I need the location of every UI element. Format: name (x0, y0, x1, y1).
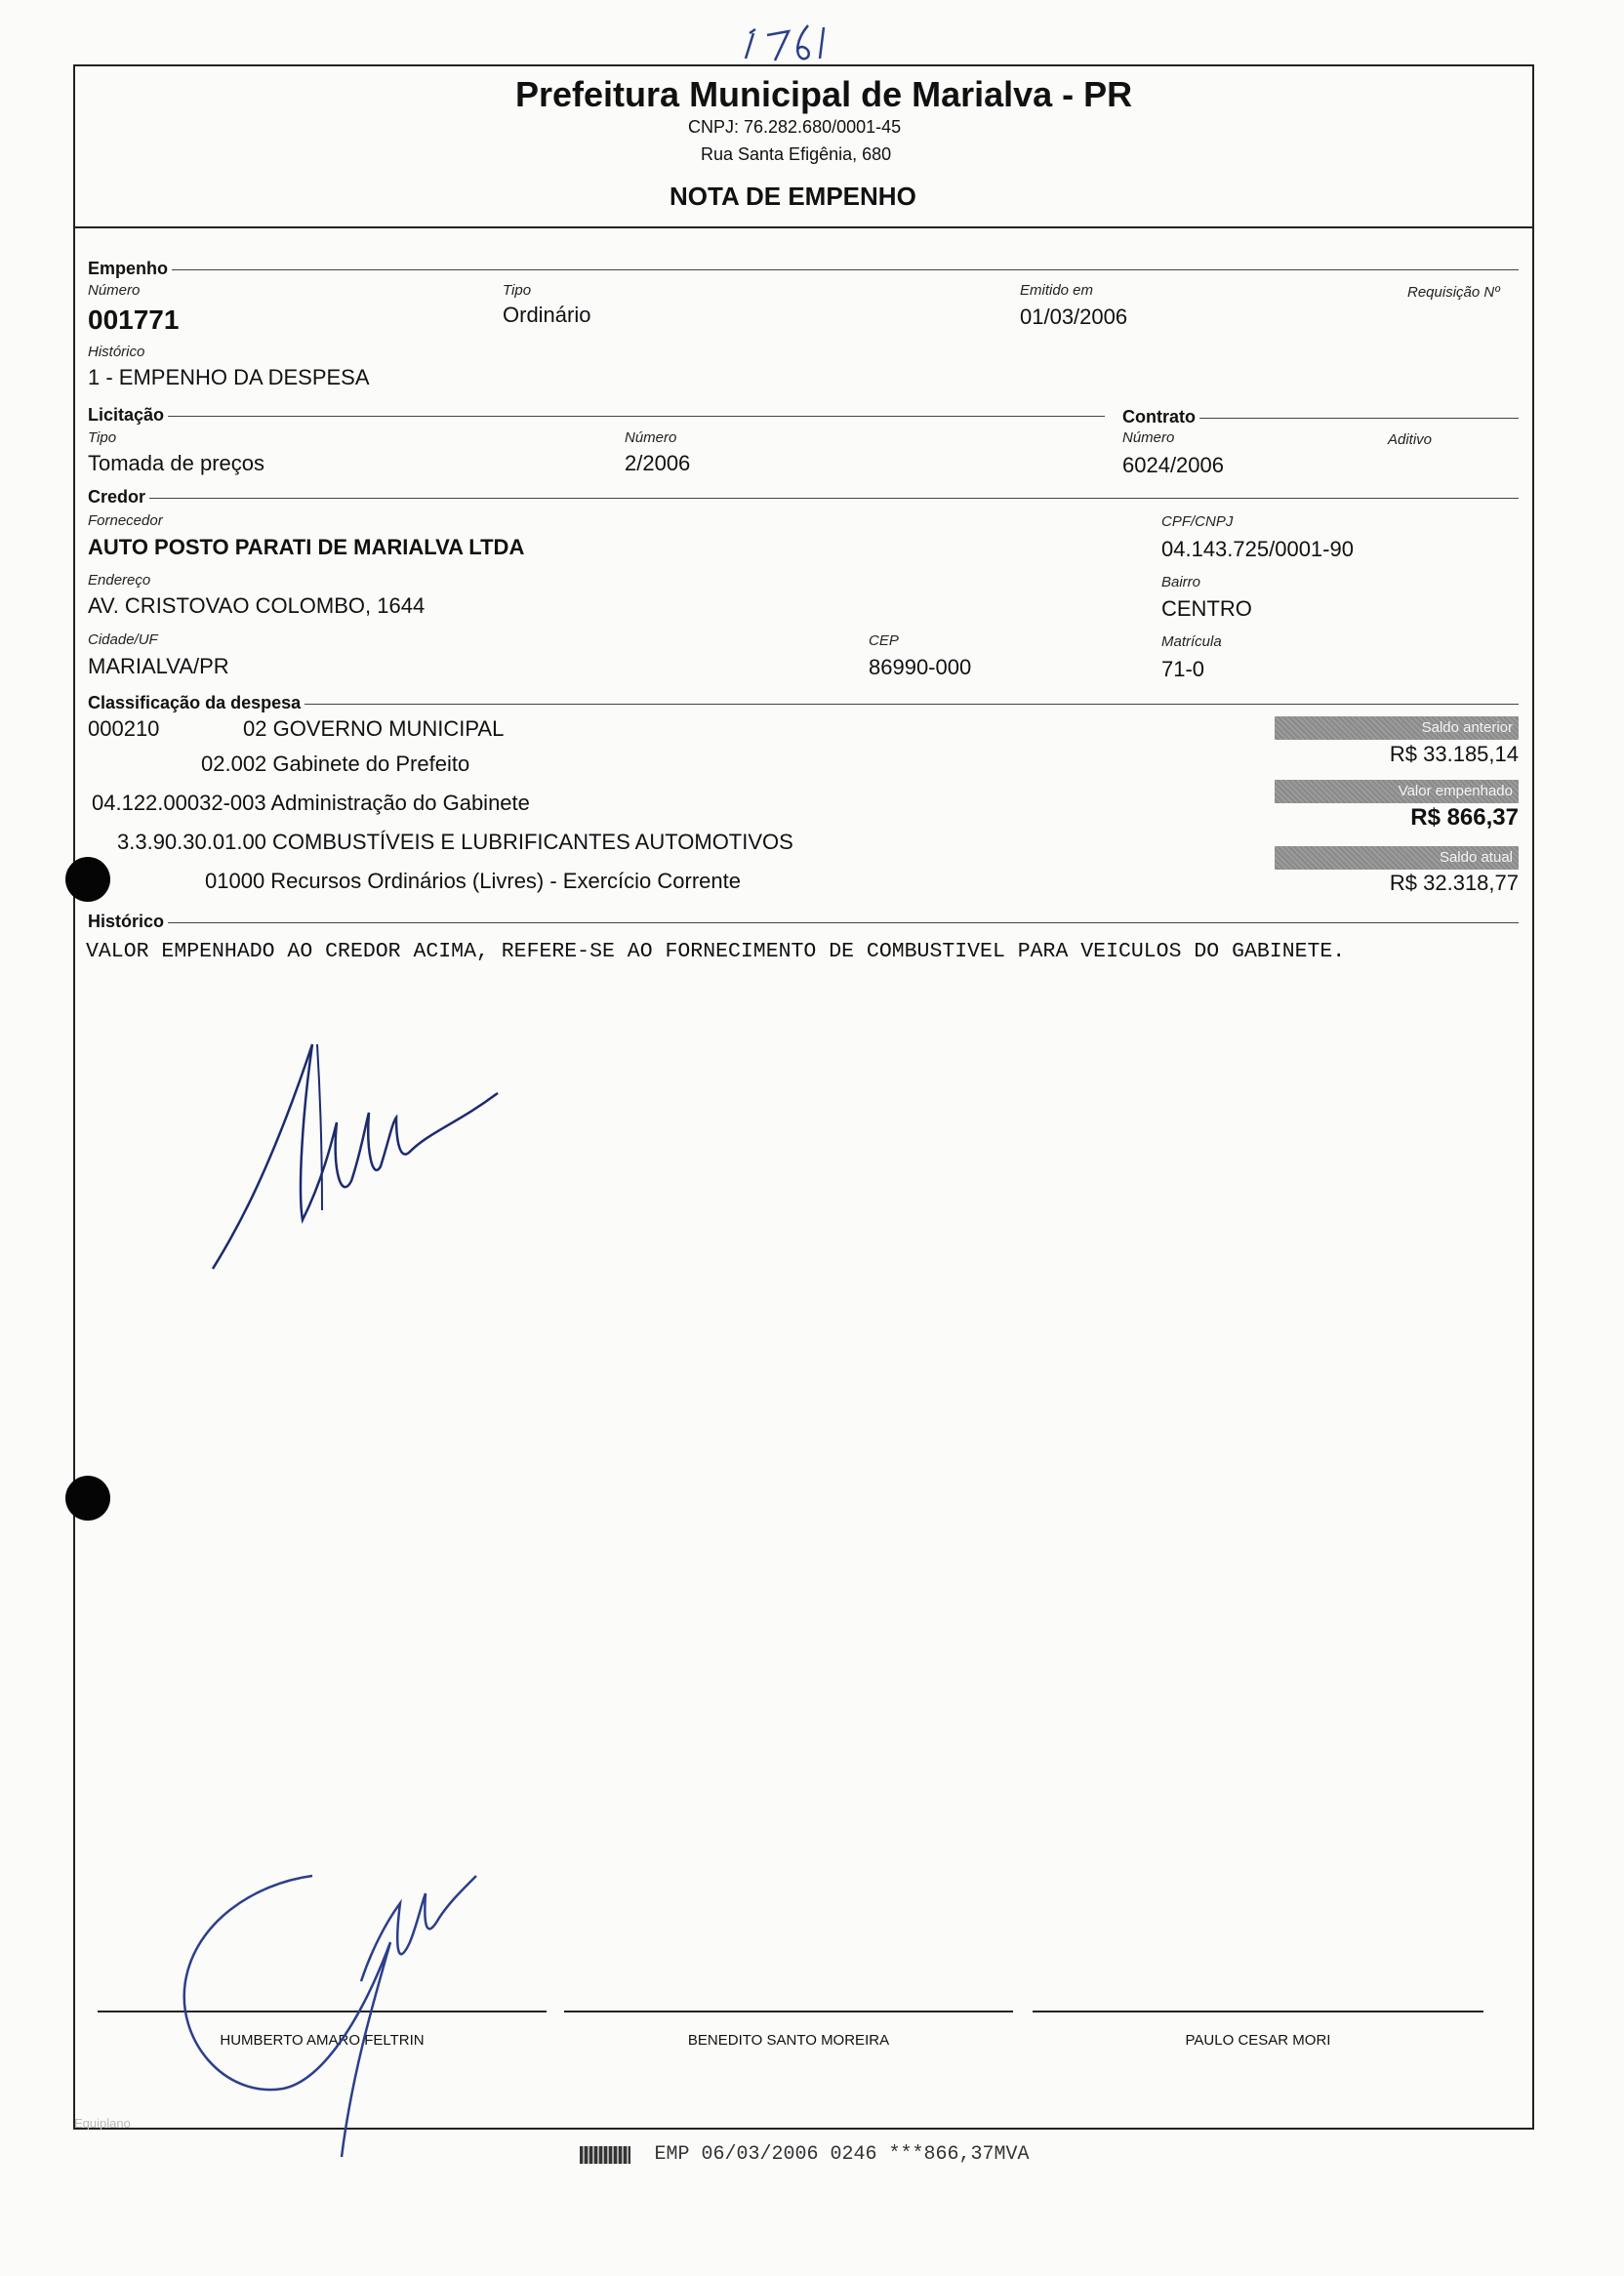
section-historico (88, 912, 1519, 933)
section-contrato (1122, 407, 1519, 428)
cep-caption: CEP (869, 632, 899, 649)
historico-value: 1 - EMPENHO DA DESPESA (88, 365, 370, 389)
cidade-caption: Cidade/UF (88, 631, 158, 648)
saldo-anterior-label: Saldo anterior (1275, 716, 1519, 740)
valor-empenhado-label: Valor empenhado (1275, 780, 1519, 803)
classificacao-line4: 3.3.90.30.01.00 COMBUSTÍVEIS E LUBRIFICANTES AUTOMOTIVOS (117, 830, 793, 854)
bairro-caption: Bairro (1161, 574, 1201, 590)
bairro-value: CENTRO (1161, 596, 1252, 621)
address-text: Rua Santa Efigênia, 680 (701, 144, 892, 164)
emitido-value: 01/03/2006 (1020, 305, 1128, 329)
licitacao-tipo-caption: Tipo (88, 429, 117, 446)
stamp-text: EMP 06/03/2006 0246 ***866,37MVA (654, 2143, 1030, 2166)
section-label: Licitação (88, 405, 168, 426)
signer-name-3: PAULO CESAR MORI (1185, 2032, 1331, 2049)
section-label: Histórico (88, 912, 168, 932)
doc-title: NOTA DE EMPENHO (670, 182, 916, 211)
section-rule (88, 922, 1519, 923)
saldo-atual-label: Saldo atual (1275, 846, 1519, 870)
section-rule (88, 416, 1105, 417)
saldo-anterior-value: R$ 33.185,14 (1389, 742, 1519, 766)
valor-empenhado-value: R$ 866,37 (1410, 804, 1519, 831)
section-label: Classificação da despesa (88, 693, 304, 713)
matricula-caption: Matrícula (1161, 633, 1222, 650)
signature-line-2 (564, 2011, 1013, 2012)
signature-drawing-2 (166, 1864, 498, 2176)
footer-stamp (580, 2143, 1030, 2166)
licitacao-numero-value: 2/2006 (625, 451, 691, 475)
section-classificacao (88, 693, 1519, 714)
handwritten-number-drawing (738, 20, 845, 66)
signature-line-3 (1033, 2011, 1483, 2012)
contrato-numero-caption: Número (1122, 429, 1175, 446)
contrato-numero-value: 6024/2006 (1122, 453, 1224, 477)
fornecedor-caption: Fornecedor (88, 512, 163, 529)
licitacao-tipo-value: Tomada de preços (88, 451, 264, 475)
cnpj-text: CNPJ: 76.282.680/0001-45 (688, 117, 902, 137)
cidade-value: MARIALVA/PR (88, 654, 229, 678)
section-credor (88, 487, 1519, 508)
numero-caption: Número (88, 282, 141, 299)
section-label: Credor (88, 487, 149, 508)
classificacao-line5: 01000 Recursos Ordinários (Livres) - Exercício Corrente (205, 869, 741, 893)
saldo-atual-value: R$ 32.318,77 (1389, 871, 1519, 895)
signer-name-1: HUMBERTO AMARO FELTRIN (220, 2032, 425, 2049)
tipo-caption: Tipo (503, 282, 532, 299)
section-empenho (88, 259, 1519, 280)
cep-value: 86990-000 (869, 655, 972, 679)
section-label: Contrato (1122, 407, 1199, 427)
tipo-value: Ordinário (503, 303, 591, 327)
endereco-caption: Endereço (88, 572, 151, 589)
fornecedor-value: AUTO POSTO PARATI DE MARIALVA LTDA (88, 535, 525, 559)
empenho-number: 001771 (88, 305, 180, 335)
cpf-caption: CPF/CNPJ (1161, 513, 1234, 530)
signer-name-2: BENEDITO SANTO MOREIRA (687, 2032, 890, 2049)
section-licitacao (88, 405, 1105, 427)
classificacao-line2: 02.002 Gabinete do Prefeito (201, 752, 470, 776)
signature-drawing (205, 1035, 508, 1279)
aditivo-caption: Aditivo (1388, 431, 1433, 448)
classificacao-code: 000210 (88, 716, 160, 741)
emitido-caption: Emitido em (1020, 282, 1094, 299)
endereco-value: AV. CRISTOVAO COLOMBO, 1644 (88, 593, 426, 618)
licitacao-numero-caption: Número (625, 429, 677, 446)
punch-hole-top (65, 857, 110, 902)
historico-text: VALOR EMPENHADO AO CREDOR ACIMA, REFERE-SE AO FORNECIMENTO DE COMBUSTIVEL PARA VEICULOS DO GABINETE. (86, 940, 1346, 963)
historico-caption: Histórico (88, 344, 145, 360)
classificacao-line3: 04.122.00032-003 Administração do Gabinete (92, 791, 530, 815)
section-rule (88, 498, 1519, 499)
classificacao-line1: 02 GOVERNO MUNICIPAL (243, 716, 505, 741)
matricula-value: 71-0 (1161, 657, 1205, 681)
header-divider (73, 226, 1534, 228)
cpf-value: 04.143.725/0001-90 (1161, 537, 1354, 561)
punch-hole-bottom (65, 1476, 110, 1521)
requisicao-caption: Requisição Nº (1407, 284, 1500, 301)
software-label: Equiplano (74, 2116, 131, 2131)
section-label: Empenho (88, 259, 172, 279)
section-rule (88, 269, 1519, 270)
page-title: Prefeitura Municipal de Marialva - PR (515, 74, 1133, 114)
stamp-logo-icon (580, 2146, 630, 2164)
